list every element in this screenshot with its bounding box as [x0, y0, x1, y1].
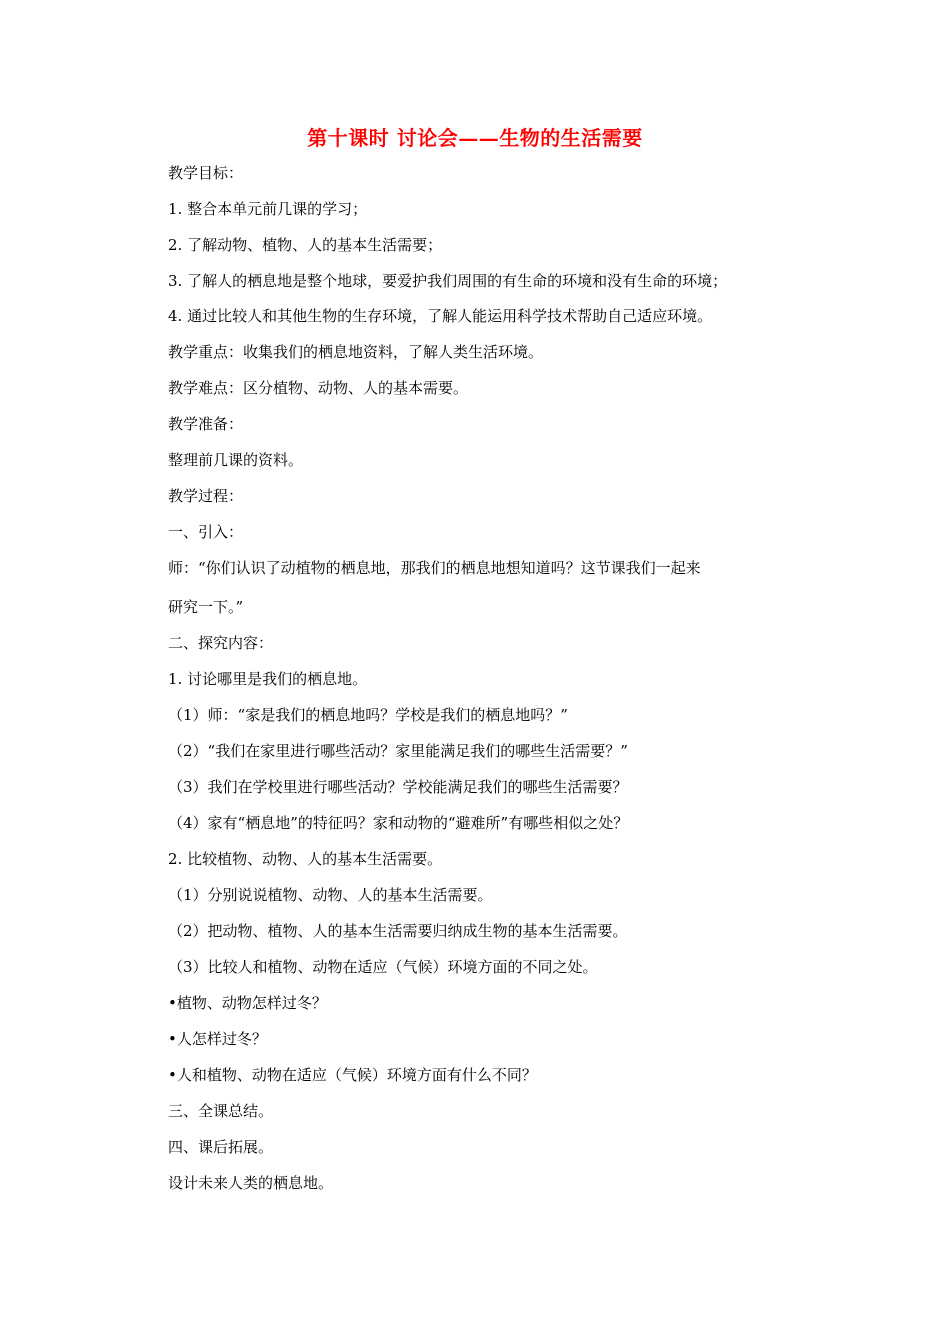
exploration-subitem-2-1: （1）分别说说植物、动物、人的基本生活需要。 — [168, 886, 493, 904]
exploration-item-2: 2. 比较植物、动物、人的基本生活需要。 — [168, 850, 443, 868]
section-heading-process: 教学过程： — [168, 487, 244, 505]
exploration-subitem-1-1: （1）师：“家是我们的栖息地吗？学校是我们的栖息地吗？” — [168, 706, 568, 724]
key-point-line: 教学重点：收集我们的栖息地资料，了解人类生活环境。 — [168, 343, 544, 361]
part-heading-introduction: 一、引入： — [168, 523, 244, 541]
bullet-item-2: •人怎样过冬？ — [168, 1030, 267, 1048]
section-heading-preparation: 教学准备： — [168, 415, 244, 433]
objective-item-3: 3. 了解人的栖息地是整个地球，要爱护我们周围的有生命的环境和没有生命的环境； — [168, 272, 728, 290]
bullet-item-3: •人和植物、动物在适应（气候）环境方面有什么不同？ — [168, 1066, 537, 1084]
exploration-subitem-1-3: （3）我们在学校里进行哪些活动？学校能满足我们的哪些生活需要？ — [168, 778, 628, 796]
difficult-point-line: 教学难点：区分植物、动物、人的基本需要。 — [168, 379, 469, 397]
part-heading-extension: 四、课后拓展。 — [168, 1138, 274, 1156]
objective-item-2: 2. 了解动物、植物、人的基本生活需要； — [168, 236, 443, 254]
teacher-quote-line-1: 师：“你们认识了动植物的栖息地，那我们的栖息地想知道吗？这节课我们一起来 — [168, 559, 701, 577]
bullet-item-1: •植物、动物怎样过冬？ — [168, 994, 327, 1012]
exploration-item-1: 1. 讨论哪里是我们的栖息地。 — [168, 670, 368, 688]
part-heading-summary: 三、全课总结。 — [168, 1102, 274, 1120]
preparation-line: 整理前几课的资料。 — [168, 451, 304, 469]
exploration-subitem-2-2: （2）把动物、植物、人的基本生活需要归纳成生物的基本生活需要。 — [168, 922, 628, 940]
objective-item-1: 1. 整合本单元前几课的学习； — [168, 200, 368, 218]
extension-task-line: 设计未来人类的栖息地。 — [168, 1174, 334, 1192]
document-title: 第十课时 讨论会——生物的生活需要 — [307, 126, 643, 150]
teacher-quote-line-2: 研究一下。” — [168, 598, 244, 616]
exploration-subitem-2-3: （3）比较人和植物、动物在适应（气候）环境方面的不同之处。 — [168, 958, 598, 976]
objective-item-4: 4. 通过比较人和其他生物的生存环境，了解人能运用科学技术帮助自己适应环境。 — [168, 307, 713, 325]
part-heading-exploration: 二、探究内容： — [168, 634, 274, 652]
exploration-subitem-1-4: （4）家有“栖息地”的特征吗？家和动物的“避难所”有哪些相似之处？ — [168, 814, 629, 832]
section-heading-objectives: 教学目标： — [168, 164, 244, 182]
exploration-subitem-1-2: （2）“我们在家里进行哪些活动？家里能满足我们的哪些生活需要？” — [168, 742, 628, 760]
